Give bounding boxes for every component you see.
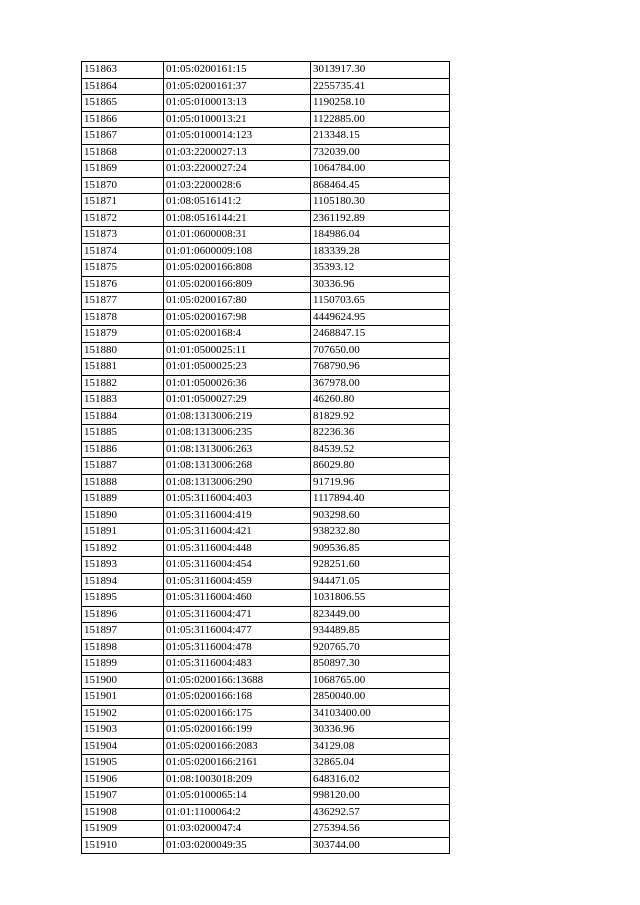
value-cell: 938232.80 (311, 524, 450, 541)
row-number-cell: 151879 (82, 326, 164, 343)
cadastral-number-cell: 01:05:3116004:460 (164, 590, 311, 607)
row-number-cell: 151878 (82, 309, 164, 326)
table-row (82, 326, 450, 343)
data-table (81, 61, 450, 854)
row-number-cell: 151905 (82, 755, 164, 772)
table-row (82, 408, 450, 425)
value-cell: 823449.00 (311, 606, 450, 623)
value-cell: 2850040.00 (311, 689, 450, 706)
table-row (82, 194, 450, 211)
row-number-cell: 151874 (82, 243, 164, 260)
row-number-cell: 151883 (82, 392, 164, 409)
cadastral-number-cell: 01:03:0200047:4 (164, 821, 311, 838)
cadastral-number-cell: 01:05:0200166:2161 (164, 755, 311, 772)
value-cell: 46260.80 (311, 392, 450, 409)
table-row (82, 656, 450, 673)
table-row (82, 458, 450, 475)
cadastral-number-cell: 01:05:3116004:403 (164, 491, 311, 508)
value-cell: 944471.05 (311, 573, 450, 590)
value-cell: 184986.04 (311, 227, 450, 244)
value-cell: 91719.96 (311, 474, 450, 491)
row-number-cell: 151894 (82, 573, 164, 590)
table-row (82, 144, 450, 161)
table-row (82, 689, 450, 706)
table-row (82, 260, 450, 277)
table-row (82, 276, 450, 293)
cadastral-number-cell: 01:05:0200161:37 (164, 78, 311, 95)
value-cell: 82236.36 (311, 425, 450, 442)
row-number-cell: 151870 (82, 177, 164, 194)
row-number-cell: 151866 (82, 111, 164, 128)
cadastral-number-cell: 01:05:0100065:14 (164, 788, 311, 805)
value-cell: 34103400.00 (311, 705, 450, 722)
value-cell: 707650.00 (311, 342, 450, 359)
row-number-cell: 151869 (82, 161, 164, 178)
table-row (82, 95, 450, 112)
value-cell: 928251.60 (311, 557, 450, 574)
cadastral-number-cell: 01:08:1003018:209 (164, 771, 311, 788)
cadastral-number-cell: 01:08:1313006:235 (164, 425, 311, 442)
table-row (82, 573, 450, 590)
row-number-cell: 151872 (82, 210, 164, 227)
cadastral-number-cell: 01:01:0500025:23 (164, 359, 311, 376)
cadastral-number-cell: 01:05:3116004:477 (164, 623, 311, 640)
row-number-cell: 151885 (82, 425, 164, 442)
cadastral-number-cell: 01:05:3116004:471 (164, 606, 311, 623)
value-cell: 768790.96 (311, 359, 450, 376)
row-number-cell: 151906 (82, 771, 164, 788)
row-number-cell: 151863 (82, 62, 164, 79)
table-row (82, 557, 450, 574)
cadastral-number-cell: 01:05:0200168:4 (164, 326, 311, 343)
table-row (82, 722, 450, 739)
cadastral-number-cell: 01:03:2200028:6 (164, 177, 311, 194)
value-cell: 81829.92 (311, 408, 450, 425)
table-row (82, 821, 450, 838)
row-number-cell: 151875 (82, 260, 164, 277)
row-number-cell: 151896 (82, 606, 164, 623)
value-cell: 367978.00 (311, 375, 450, 392)
cadastral-number-cell: 01:08:1313006:290 (164, 474, 311, 491)
table-row (82, 837, 450, 854)
value-cell: 30336.96 (311, 276, 450, 293)
row-number-cell: 151908 (82, 804, 164, 821)
row-number-cell: 151899 (82, 656, 164, 673)
row-number-cell: 151881 (82, 359, 164, 376)
cadastral-number-cell: 01:05:0200166:13688 (164, 672, 311, 689)
row-number-cell: 151871 (82, 194, 164, 211)
row-number-cell: 151891 (82, 524, 164, 541)
table-row (82, 177, 450, 194)
row-number-cell: 151867 (82, 128, 164, 145)
table-row (82, 78, 450, 95)
cadastral-number-cell: 01:05:0200166:199 (164, 722, 311, 739)
table-row (82, 210, 450, 227)
value-cell: 1068765.00 (311, 672, 450, 689)
table-body (82, 62, 450, 854)
value-cell: 4449624.95 (311, 309, 450, 326)
value-cell: 275394.56 (311, 821, 450, 838)
value-cell: 903298.60 (311, 507, 450, 524)
table-row (82, 243, 450, 260)
value-cell: 850897.30 (311, 656, 450, 673)
value-cell: 34129.08 (311, 738, 450, 755)
cadastral-number-cell: 01:05:0200167:98 (164, 309, 311, 326)
table-row (82, 128, 450, 145)
row-number-cell: 151888 (82, 474, 164, 491)
table-row (82, 161, 450, 178)
table-row (82, 606, 450, 623)
cadastral-number-cell: 01:05:3116004:421 (164, 524, 311, 541)
value-cell: 35393.12 (311, 260, 450, 277)
table-row (82, 755, 450, 772)
table-row (82, 705, 450, 722)
table-row (82, 788, 450, 805)
cadastral-number-cell: 01:05:0200166:809 (164, 276, 311, 293)
table-row (82, 375, 450, 392)
value-cell: 303744.00 (311, 837, 450, 854)
row-number-cell: 151880 (82, 342, 164, 359)
cadastral-number-cell: 01:05:3116004:459 (164, 573, 311, 590)
cadastral-number-cell: 01:03:0200049:35 (164, 837, 311, 854)
table-row (82, 474, 450, 491)
table-row (82, 309, 450, 326)
table-row (82, 425, 450, 442)
value-cell: 868464.45 (311, 177, 450, 194)
row-number-cell: 151886 (82, 441, 164, 458)
table-row (82, 524, 450, 541)
value-cell: 2255735.41 (311, 78, 450, 95)
cadastral-number-cell: 01:05:0100013:21 (164, 111, 311, 128)
row-number-cell: 151904 (82, 738, 164, 755)
table-row (82, 359, 450, 376)
cadastral-number-cell: 01:08:1313006:219 (164, 408, 311, 425)
cadastral-number-cell: 01:05:0100013:13 (164, 95, 311, 112)
row-number-cell: 151876 (82, 276, 164, 293)
value-cell: 436292.57 (311, 804, 450, 821)
value-cell: 1064784.00 (311, 161, 450, 178)
value-cell: 2468847.15 (311, 326, 450, 343)
value-cell: 648316.02 (311, 771, 450, 788)
value-cell: 30336.96 (311, 722, 450, 739)
value-cell: 732039.00 (311, 144, 450, 161)
value-cell: 2361192.89 (311, 210, 450, 227)
cadastral-number-cell: 01:05:3116004:448 (164, 540, 311, 557)
value-cell: 1031806.55 (311, 590, 450, 607)
cadastral-number-cell: 01:05:0200166:175 (164, 705, 311, 722)
row-number-cell: 151910 (82, 837, 164, 854)
table-row (82, 672, 450, 689)
row-number-cell: 151892 (82, 540, 164, 557)
table-row (82, 623, 450, 640)
cadastral-number-cell: 01:01:0500027:29 (164, 392, 311, 409)
cadastral-number-cell: 01:01:1100064:2 (164, 804, 311, 821)
table-row (82, 392, 450, 409)
row-number-cell: 151868 (82, 144, 164, 161)
value-cell: 32865.04 (311, 755, 450, 772)
cadastral-number-cell: 01:05:0200167:80 (164, 293, 311, 310)
value-cell: 1190258.10 (311, 95, 450, 112)
row-number-cell: 151909 (82, 821, 164, 838)
row-number-cell: 151864 (82, 78, 164, 95)
table-row (82, 227, 450, 244)
value-cell: 998120.00 (311, 788, 450, 805)
cadastral-number-cell: 01:05:3116004:454 (164, 557, 311, 574)
row-number-cell: 151884 (82, 408, 164, 425)
table-row (82, 507, 450, 524)
cadastral-number-cell: 01:08:1313006:268 (164, 458, 311, 475)
value-cell: 909536.85 (311, 540, 450, 557)
value-cell: 84539.52 (311, 441, 450, 458)
row-number-cell: 151889 (82, 491, 164, 508)
cadastral-number-cell: 01:05:0200166:168 (164, 689, 311, 706)
row-number-cell: 151882 (82, 375, 164, 392)
row-number-cell: 151873 (82, 227, 164, 244)
row-number-cell: 151897 (82, 623, 164, 640)
cadastral-number-cell: 01:05:3116004:483 (164, 656, 311, 673)
value-cell: 1117894.40 (311, 491, 450, 508)
cadastral-number-cell: 01:05:0200166:2083 (164, 738, 311, 755)
value-cell: 213348.15 (311, 128, 450, 145)
row-number-cell: 151901 (82, 689, 164, 706)
row-number-cell: 151893 (82, 557, 164, 574)
row-number-cell: 151903 (82, 722, 164, 739)
row-number-cell: 151898 (82, 639, 164, 656)
cadastral-number-cell: 01:05:0200161:15 (164, 62, 311, 79)
cadastral-number-cell: 01:08:0516144:21 (164, 210, 311, 227)
row-number-cell: 151900 (82, 672, 164, 689)
cadastral-number-cell: 01:08:0516141:2 (164, 194, 311, 211)
row-number-cell: 151887 (82, 458, 164, 475)
table-row (82, 293, 450, 310)
cadastral-number-cell: 01:05:0200166:808 (164, 260, 311, 277)
cadastral-number-cell: 01:01:0500025:11 (164, 342, 311, 359)
cadastral-number-cell: 01:03:2200027:13 (164, 144, 311, 161)
table-row (82, 491, 450, 508)
row-number-cell: 151902 (82, 705, 164, 722)
table-row (82, 771, 450, 788)
value-cell: 183339.28 (311, 243, 450, 260)
cadastral-number-cell: 01:01:0500026:36 (164, 375, 311, 392)
row-number-cell: 151865 (82, 95, 164, 112)
cadastral-number-cell: 01:01:0600009:108 (164, 243, 311, 260)
value-cell: 3013917.30 (311, 62, 450, 79)
cadastral-number-cell: 01:08:1313006:263 (164, 441, 311, 458)
table-row (82, 111, 450, 128)
value-cell: 1122885.00 (311, 111, 450, 128)
table-row (82, 62, 450, 79)
value-cell: 1105180.30 (311, 194, 450, 211)
row-number-cell: 151877 (82, 293, 164, 310)
value-cell: 934489.85 (311, 623, 450, 640)
cadastral-number-cell: 01:05:3116004:478 (164, 639, 311, 656)
value-cell: 1150703.65 (311, 293, 450, 310)
value-cell: 86029.80 (311, 458, 450, 475)
table-row (82, 804, 450, 821)
table-row (82, 738, 450, 755)
cadastral-number-cell: 01:01:0600008:31 (164, 227, 311, 244)
table-row (82, 540, 450, 557)
table-row (82, 639, 450, 656)
table-row (82, 441, 450, 458)
cadastral-number-cell: 01:05:0100014:123 (164, 128, 311, 145)
table-row (82, 342, 450, 359)
row-number-cell: 151907 (82, 788, 164, 805)
row-number-cell: 151895 (82, 590, 164, 607)
table-row (82, 590, 450, 607)
cadastral-number-cell: 01:03:2200027:24 (164, 161, 311, 178)
cadastral-number-cell: 01:05:3116004:419 (164, 507, 311, 524)
value-cell: 920765.70 (311, 639, 450, 656)
row-number-cell: 151890 (82, 507, 164, 524)
